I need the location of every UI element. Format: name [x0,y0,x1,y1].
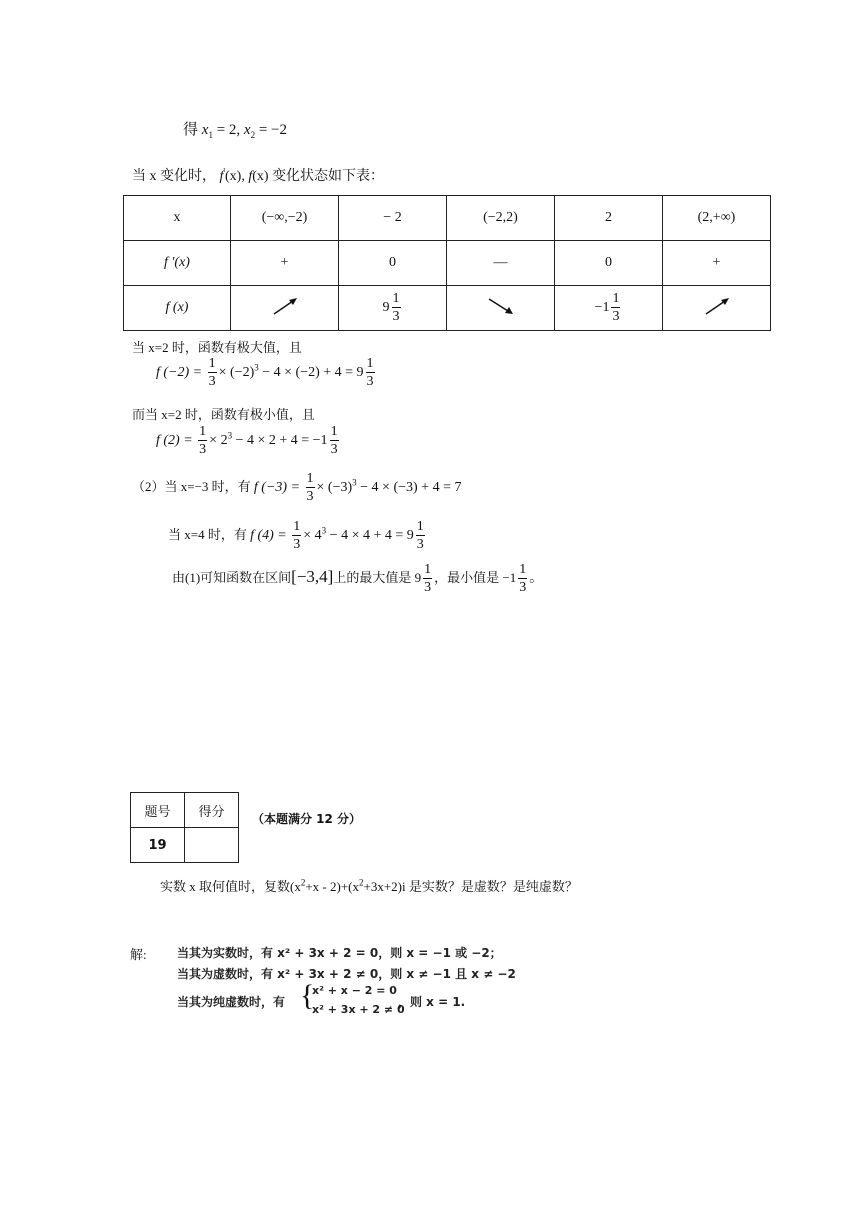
header-cell: (−∞,−2) [231,196,339,241]
eq-fraction [292,520,301,552]
roots-eq2: = −2 [255,122,287,138]
solution-pure-result: ，则 x = 1. [398,995,466,1009]
eq-rest: × (−3) [316,480,353,496]
table-cell: + [231,241,339,286]
conclusion-end: 。 [529,571,544,587]
solution-line-pure [177,993,285,1010]
max-fraction [392,292,401,324]
frac-den: 3 [519,580,527,595]
question-number: 19 [131,828,185,863]
conclusion-mid: 上的最大值是 9 [333,570,422,586]
eq-tail: − 4 × (−2) + 4 = 9 [258,365,364,381]
intro-mid: (x), [225,169,249,184]
frac-num: 1 [293,519,301,534]
frac-den: 3 [416,537,424,552]
row-label-f: f (x) [124,286,231,331]
min-fraction [611,292,620,324]
part2-equation [132,472,461,504]
question-sup2: 2 [359,877,364,888]
frac-num: 1 [330,424,338,439]
intro-mid2: (x) [252,169,269,184]
frac-num: 1 [519,562,527,577]
header-cell: x [124,196,231,241]
min-line: 而当 x=2 时，函数有极小值，且 [132,407,315,422]
conclusion-pre: 由(1)可知函数在区间 [172,570,292,586]
eq-exp: 3 [352,477,357,488]
header-cell: (−2,2) [447,196,555,241]
intro-line [132,165,384,185]
roots-line [183,118,287,140]
score-table [130,792,239,863]
decreasing-arrow-icon [447,286,555,331]
intro-prime: ' [223,166,226,177]
frac-num: 1 [199,424,207,439]
answer-label: 解: [130,947,147,962]
frac-den: 3 [366,374,374,389]
max-line: 当 x=2 时，函数有极大值，且 [132,340,302,355]
brace-icon: { [300,979,315,1012]
roots-sub1: 1 [208,130,213,140]
conclusion-mid2: ，最小值是 −1 [434,570,517,586]
roots-x2: x [243,122,251,138]
roots-prefix: 得 [183,122,199,138]
conclusion-interval: [−3,4] [291,567,334,587]
frac-num: 1 [306,471,314,486]
frac-num: 1 [612,291,620,306]
frac-num: 1 [416,519,424,534]
frac-num: 1 [392,291,400,306]
conclusion-line [172,563,543,595]
max-value-cell [339,286,447,331]
max-whole: 9 [382,300,390,316]
part2-pre: （2）当 x=−3 时，有 [132,479,254,495]
increasing-arrow-icon [663,286,771,331]
eq-lhs: f (−3) = [253,480,304,496]
header-cell: 2 [555,196,663,241]
table-cell: 0 [555,241,663,286]
frac-den: 3 [208,374,216,389]
increasing-arrow-icon [231,286,339,331]
eq-result-fraction [416,520,425,552]
table-row-f [124,286,771,331]
x4-pre: 当 x=4 时，有 [168,527,251,543]
question-text [160,876,578,895]
eq-exp: 3 [227,430,233,441]
table-cell: + [663,241,771,286]
roots-x1: x [201,122,209,138]
eq-tail: − 4 × (−3) + 4 = 7 [356,480,462,496]
eq-fraction [198,425,207,457]
eq-rest: × (−2) [218,365,255,381]
eq-exp: 3 [254,362,259,373]
frac-den: 3 [330,442,338,457]
table-row-fprime [124,241,771,286]
solution-pure-pre: 当其为纯虚数时，有 [177,995,286,1009]
solution-system-eq1: x² + x − 2 = 0 [312,984,397,997]
eq-result-fraction [330,425,339,457]
variation-table [123,195,771,331]
eq-lhs: f (2) = [156,433,197,449]
question-pre: 实数 x 取何值时，复数(x [160,879,301,894]
intro-pre: 当 x 变化时， [132,169,216,184]
frac-num: 1 [366,356,374,371]
eq-fraction [208,357,217,389]
frac-den: 3 [392,309,400,324]
table-cell: 0 [339,241,447,286]
eq-tail: − 4 × 2 + 4 = −1 [232,433,328,449]
header-cell: − 2 [339,196,447,241]
eq-rest: × 4 [303,528,322,544]
frac-den: 3 [199,442,207,457]
frac-den: 3 [424,580,432,595]
score-field[interactable] [185,828,239,863]
conclusion-min-fraction [518,563,527,595]
question-mid2: +3x+2)i 是实数？是虚数？是纯虚数？ [363,879,578,894]
row-label-fprime: f '(x) [124,241,231,286]
intro-post: 变化状态如下表： [268,169,385,184]
table-cell: — [447,241,555,286]
eq-lhs: f (−2) = [156,365,206,381]
solution-line-real: 当其为实数时，有 x² + 3x + 2 = 0，则 x = −1 或 −2； [177,946,502,960]
eq-lhs: f (4) = [250,528,291,544]
full-marks-label: （本题满分 12 分） [252,812,362,826]
question-mid1: +x - 2)+(x [305,879,359,894]
score-header-points: 得分 [185,793,239,828]
solution-system-eq2: x² + 3x + 2 ≠ 0 [312,1003,405,1016]
frac-den: 3 [612,309,620,324]
eq-fraction [306,472,315,504]
x4-equation [168,520,427,552]
eq-tail: − 4 × 4 + 4 = 9 [326,528,414,544]
solution-line-imaginary: 当其为虚数时，有 x² + 3x + 2 ≠ 0，则 x ≠ −1 且 x ≠ −2 [177,967,516,981]
frac-num: 1 [208,356,216,371]
question-sup1: 2 [300,877,306,888]
frac-den: 3 [306,489,314,504]
roots-sub2: 2 [250,130,256,140]
intro-f2: f [248,169,253,184]
eq-rest: × 2 [209,433,228,449]
frac-num: 1 [424,562,432,577]
roots-eq1: = 2, [212,122,244,138]
min-value-cell [555,286,663,331]
conclusion-max-fraction [423,563,432,595]
table-header-row [124,196,771,241]
eq-exp: 3 [321,525,327,536]
frac-den: 3 [293,537,301,552]
score-header-number: 题号 [131,793,185,828]
header-cell: (2,+∞) [663,196,771,241]
intro-f1: f [219,169,224,184]
max-equation [156,357,377,389]
min-equation [156,425,341,457]
eq-result-fraction [366,357,375,389]
min-whole: −1 [594,300,610,316]
